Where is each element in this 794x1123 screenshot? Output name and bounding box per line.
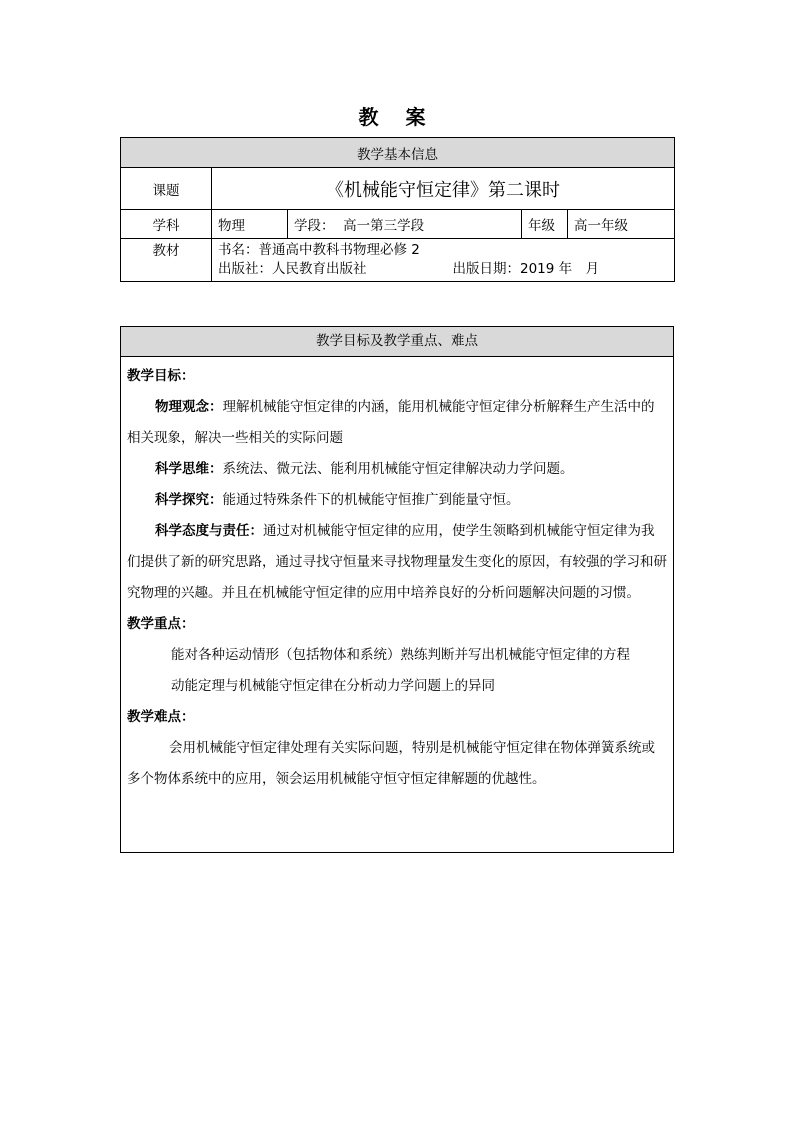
thinking-paragraph bbox=[127, 454, 667, 485]
objectives-header: 教学目标及教学重点、难点 bbox=[121, 327, 673, 357]
key-heading: 教学重点： bbox=[127, 616, 195, 632]
book-name: 书名：普通高中教科书物理必修 2 bbox=[218, 242, 420, 258]
attitude-paragraph bbox=[127, 516, 667, 609]
goal-heading: 教学目标： bbox=[127, 368, 195, 384]
stage-value: 高一第三学段 bbox=[343, 218, 425, 234]
inquiry-paragraph bbox=[127, 485, 667, 516]
attitude-text: 通过对机械能守恒定律的应用，使学生领略到机械能守恒定律为我们提供了新的研究思路，通过寻找守恒量来寻找物理量发生变化的原因，有较强的学习和研究物理的兴趣。并且在机械能守恒定律的应用中培养良好的分析问题解决问题的习惯。 bbox=[127, 523, 667, 601]
concept-text: 理解机械能守恒定律的内涵，能用机械能守恒定律分析解释生产生活中的相关现象，解决一些相关的实际问题 bbox=[127, 399, 655, 446]
publish-date: 出版日期：2019 年 月 bbox=[452, 261, 600, 277]
inquiry-text: 能通过特殊条件下的机械能守恒推广到能量守恒。 bbox=[222, 492, 520, 508]
stage-cell bbox=[288, 210, 522, 239]
basic-info-header: 教学基本信息 bbox=[121, 138, 675, 168]
difficulty-heading: 教学难点： bbox=[127, 709, 195, 725]
key-point: 能对各种运动情形（包括物体和系统）熟练判断并写出机械能守恒定律的方程 bbox=[171, 647, 630, 663]
course-title: 《机械能守恒定律》第二课时 bbox=[212, 168, 675, 210]
textbook-label: 教材 bbox=[121, 239, 212, 282]
textbook-info bbox=[212, 239, 675, 282]
subject-label: 学科 bbox=[121, 210, 212, 239]
document-title: 教 案 bbox=[358, 105, 436, 129]
grade-value: 高一年级 bbox=[568, 210, 675, 239]
key-point: 动能定理与机械能守恒定律在分析动力学问题上的异同 bbox=[171, 678, 495, 694]
publisher: 出版社：人民教育出版社 bbox=[218, 261, 367, 277]
concept-label: 物理观念： bbox=[155, 399, 223, 415]
attitude-label: 科学态度与责任： bbox=[155, 523, 263, 539]
thinking-label: 科学思维： bbox=[155, 461, 223, 477]
difficulty-text: 会用机械能守恒定律处理有关实际问题，特别是机械能守恒定律在物体弹簧系统或多个物体系统中的应用，领会运用机械能守恒守恒定律解题的优越性。 bbox=[127, 740, 655, 787]
inquiry-label: 科学探究： bbox=[155, 492, 223, 508]
objectives-content bbox=[121, 357, 673, 795]
subject-value: 物理 bbox=[212, 210, 288, 239]
grade-label: 年级 bbox=[522, 210, 568, 239]
objectives-box bbox=[120, 326, 674, 853]
stage-label: 学段： bbox=[294, 218, 335, 234]
course-label: 课题 bbox=[121, 168, 212, 210]
basic-info-table bbox=[120, 137, 675, 282]
thinking-text: 系统法、微元法、能利用机械能守恒定律解决动力学问题。 bbox=[222, 461, 574, 477]
concept-paragraph bbox=[127, 392, 667, 454]
